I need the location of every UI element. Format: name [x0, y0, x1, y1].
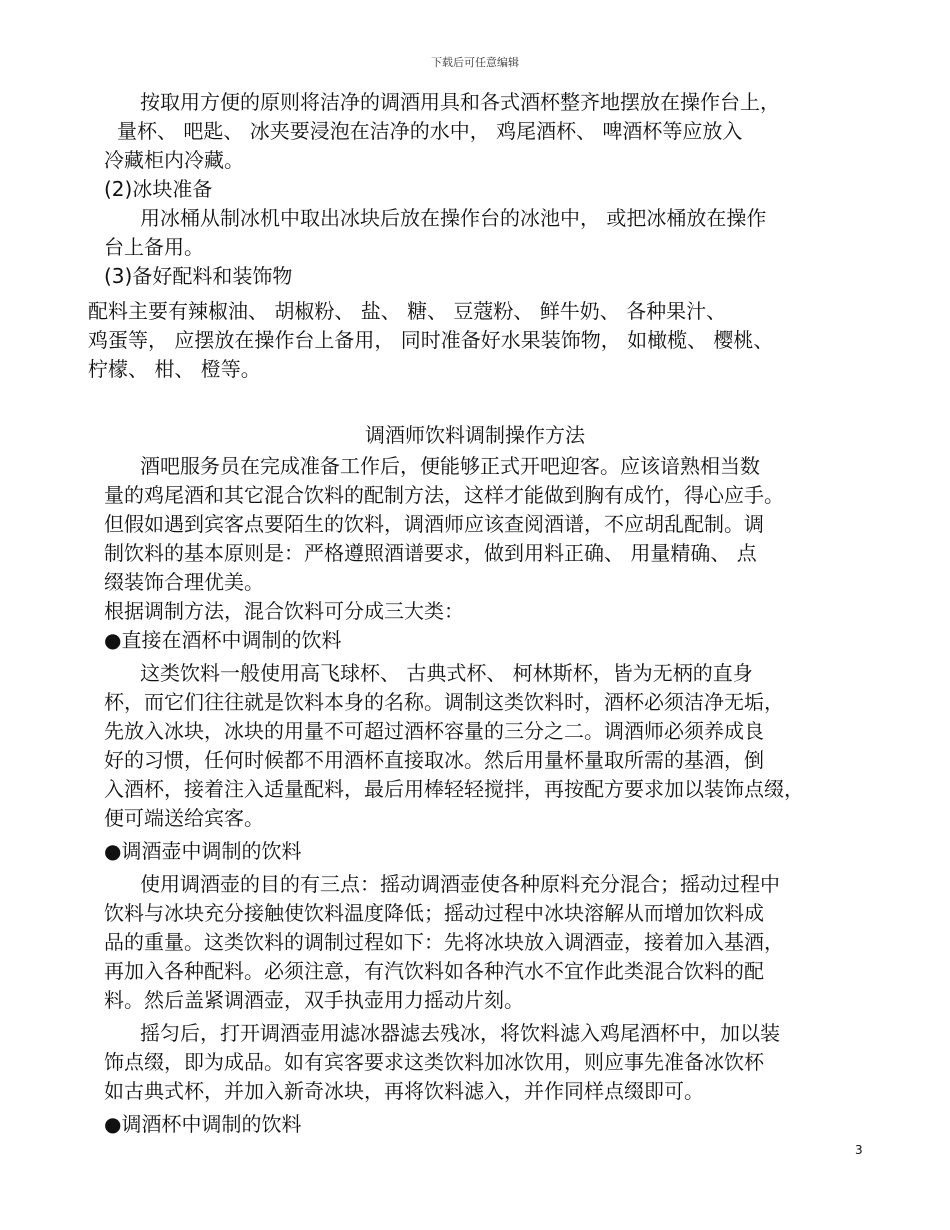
text-line: 如古典式杯，并加入新奇冰块，再将饮料滤入，并作同样点缀即可。	[104, 1079, 704, 1103]
text-line: 再加入各种配料。必须注意，有汽饮料如各种汽水不宜作此类混合饮料的配	[104, 959, 764, 983]
text-line: 鸡蛋等， 应摆放在操作台上备用， 同时准备好水果装饰物， 如橄榄、 樱桃、	[88, 328, 774, 352]
text-line: 便可端送给宾客。	[104, 806, 264, 830]
text-line: 柠檬、 柑、 橙等。	[88, 357, 261, 381]
text-line: 品的重量。这类饮料的调制过程如下：先将冰块放入调酒壶，接着加入基酒，	[104, 930, 784, 954]
bullet-heading: ●调酒壶中调制的饮料	[104, 839, 302, 863]
text-line: 酒吧服务员在完成准备工作后，便能够正式开吧迎客。应该谙熟相当数	[140, 454, 760, 478]
text-line: 摇匀后，打开调酒壶用滤冰器滤去残冰，将饮料滤入鸡尾酒杯中，加以装	[140, 1021, 780, 1045]
text-line: 先放入冰块，冰块的用量不可超过酒杯容量的三分之二。调酒师必须养成良	[104, 719, 764, 743]
bullet-heading: ●直接在酒杯中调制的饮料	[104, 628, 342, 652]
text-line: 使用调酒壶的目的有三点：摇动调酒壶使各种原料充分混合；摇动过程中	[140, 872, 780, 896]
text-line: 杯，而它们往往就是饮料本身的名称。调制这类饮料时，酒杯必须洁净无垢，	[104, 690, 784, 714]
section-heading: (3)备好配料和装饰物	[104, 264, 293, 288]
text-line: 台上备用。	[104, 235, 204, 259]
text-line: 料。然后盖紧调酒壶，双手执壶用力摇动片刻。	[104, 988, 524, 1012]
page-number: 3	[855, 1143, 863, 1157]
text-line: 制饮料的基本原则是：严格遵照酒谱要求，做到用料正确、 用量精确、 点	[104, 541, 757, 565]
text-line: 根据调制方法，混合饮料可分成三大类：	[104, 599, 464, 623]
text-line: 按取用方便的原则将洁净的调酒用具和各式酒杯整齐地摆放在操作台上，	[140, 90, 780, 114]
text-line: 好的习惯，任何时候都不用酒杯直接取冰。然后用量杯量取所需的基酒，倒	[104, 748, 764, 772]
text-line: 用冰桶从制冰机中取出冰块后放在操作台的冰池中， 或把冰桶放在操作	[140, 206, 767, 230]
text-line: 但假如遇到宾客点要陌生的饮料，调酒师应该查阅酒谱，不应胡乱配制。调	[104, 512, 764, 536]
text-line: 入酒杯，接着注入适量配料，最后用棒轻轻搅拌，再按配方要求加以装饰点缀，	[104, 777, 804, 801]
section-title: 调酒师饮料调制操作方法	[365, 423, 585, 447]
bullet-heading: ●调酒杯中调制的饮料	[104, 1112, 302, 1136]
text-line: 冷藏柜内冷藏。	[104, 148, 244, 172]
section-heading: (2)冰块准备	[104, 177, 213, 201]
text-line: 这类饮料一般使用高飞球杯、 古典式杯、 柯林斯杯，皆为无柄的直身	[140, 661, 753, 685]
text-line: 缀装饰合理优美。	[104, 570, 264, 594]
page-header: 下载后可任意编辑	[431, 56, 519, 69]
text-line: 量的鸡尾酒和其它混合饮料的配制方法，这样才能做到胸有成竹，得心应手。	[104, 483, 784, 507]
text-line: 饮料与冰块充分接触使饮料温度降低；摇动过程中冰块溶解从而增加饮料成	[104, 901, 764, 925]
text-line: 量杯、 吧匙、 冰夹要浸泡在洁净的水中， 鸡尾酒杯、 啤酒杯等应放入	[117, 119, 743, 143]
text-line: 饰点缀，即为成品。如有宾客要求这类饮料加冰饮用，则应事先准备冰饮杯	[104, 1050, 764, 1074]
text-line: 配料主要有辣椒油、 胡椒粉、 盐、 糖、 豆蔻粉、 鲜牛奶、 各种果汁、	[88, 299, 727, 323]
